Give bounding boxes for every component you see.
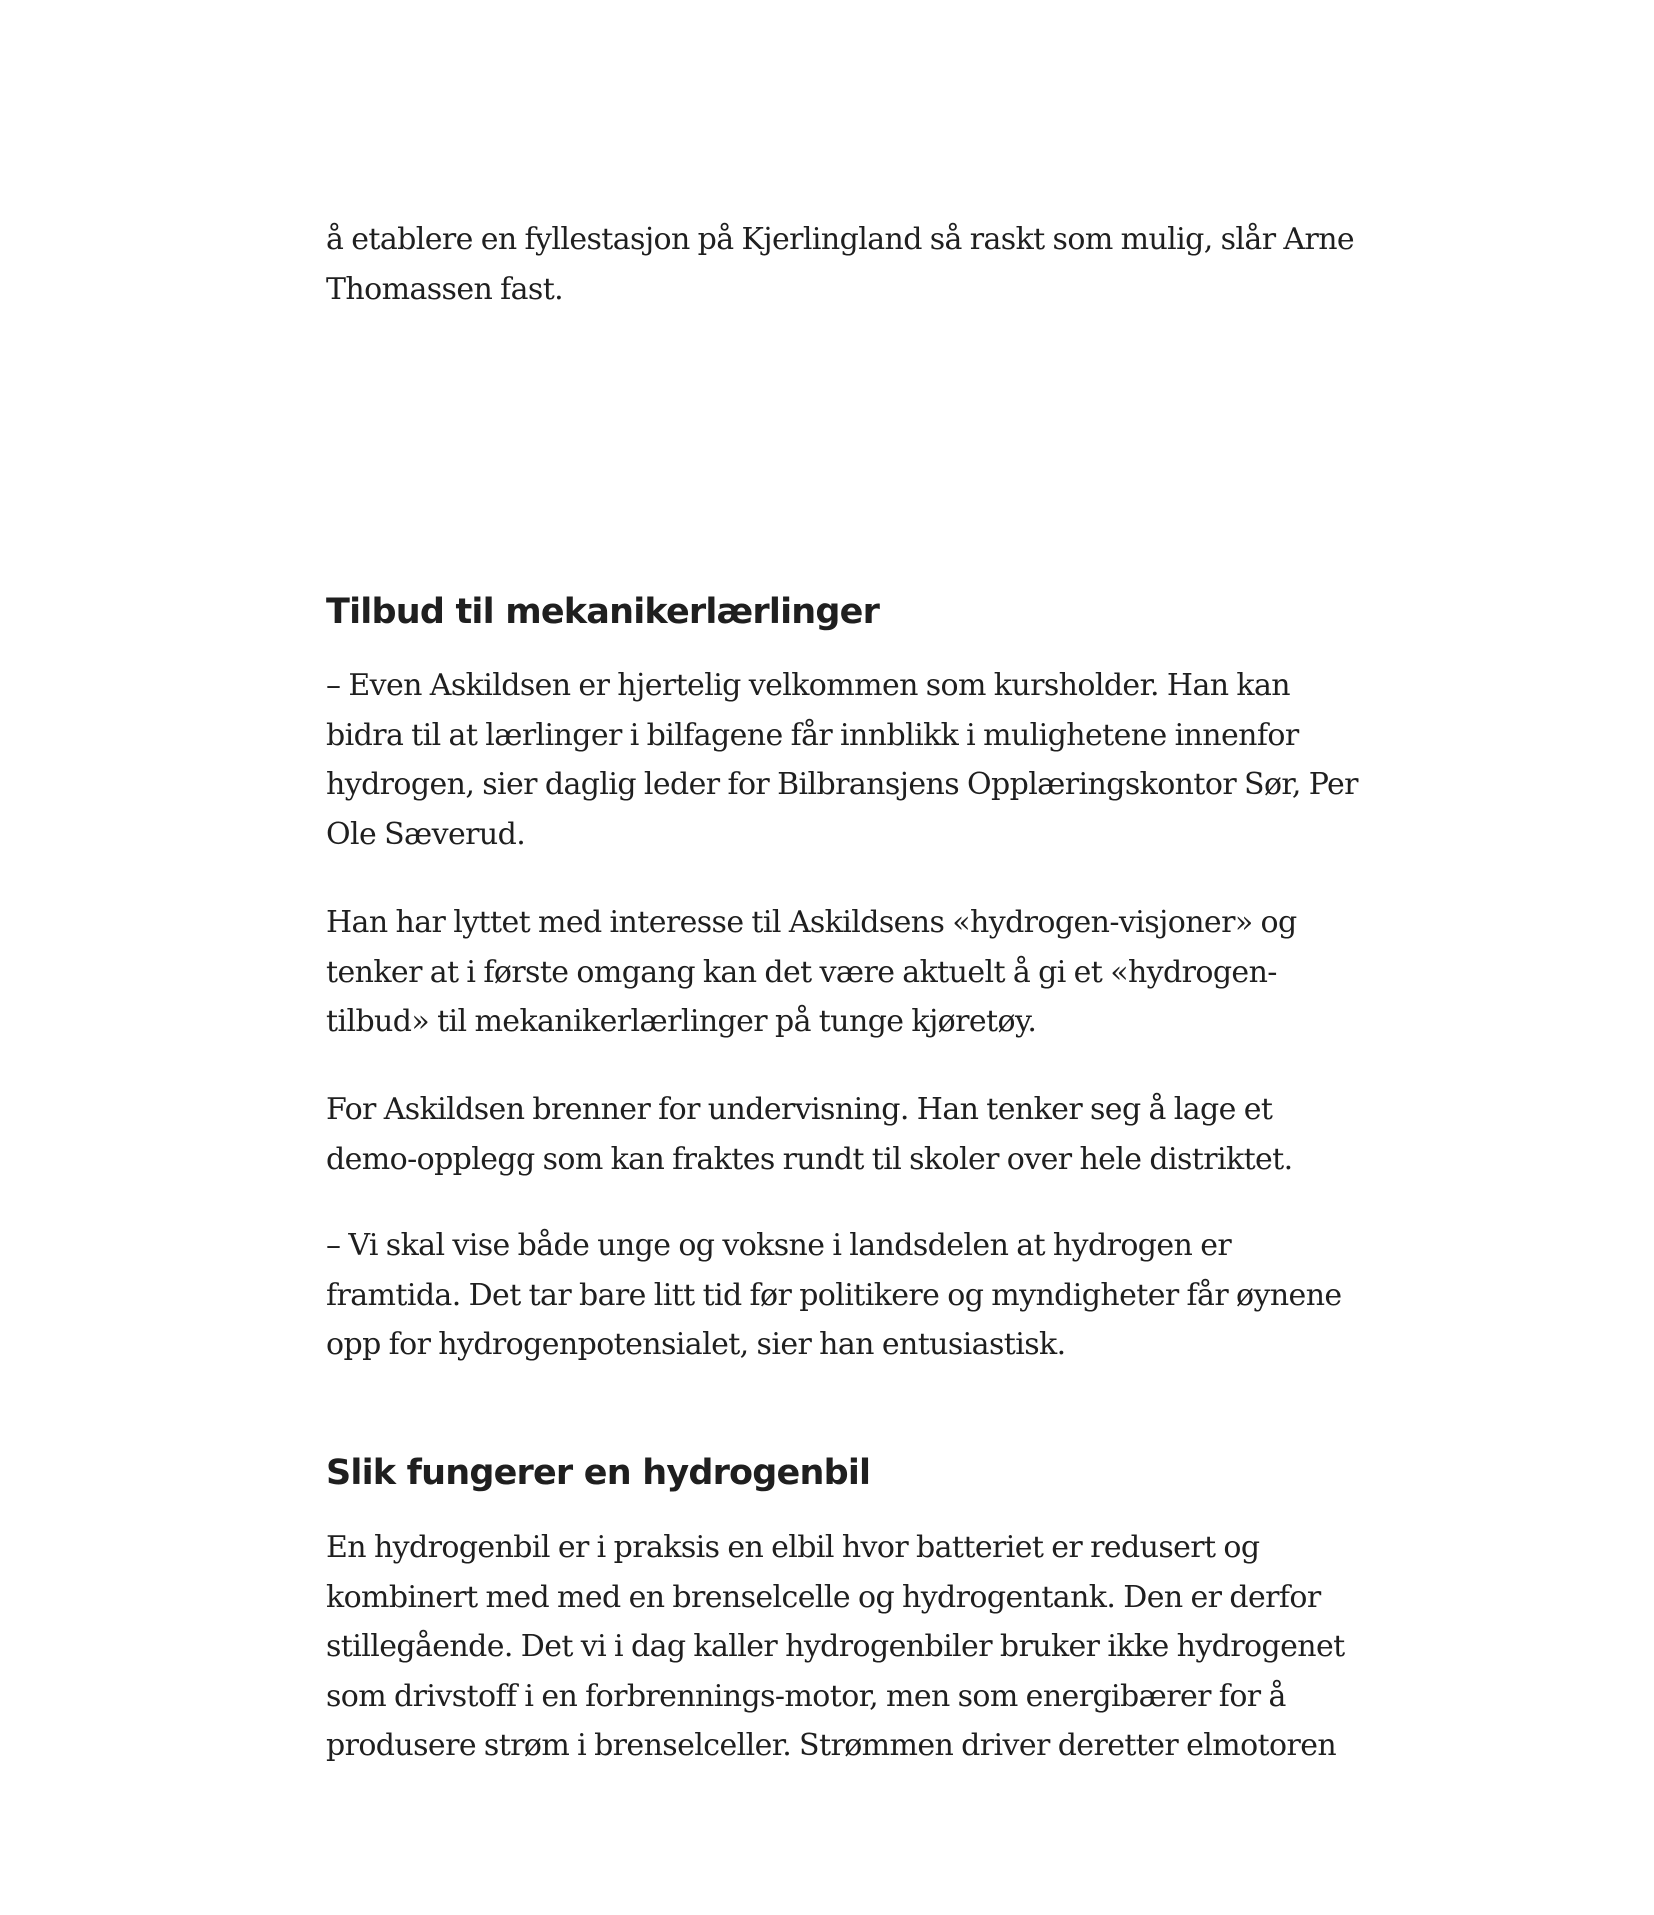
section-heading-hydrogenbil: Slik fungerer en hydrogenbil [326, 1453, 871, 1493]
paragraph-undervisning [326, 1085, 1346, 1184]
text-line: En hydrogenbil er i praksis en elbil hvor batteriet er redusert og [326, 1530, 1260, 1565]
text-line: bidra til at lærlinger i bilfagene får innblikk i mulighetene innenfor [326, 717, 1299, 753]
text-line: opp for hydrogenpotensialet, sier han entusiastisk. [326, 1327, 1066, 1362]
text-line: hydrogen, sier daglig leder for Bilbransjens Opplæringskontor Sør, Per [326, 767, 1358, 802]
section-heading-tilbud: Tilbud til mekanikerlærlinger [326, 592, 880, 632]
text-line: demo-opplegg som kan fraktes rundt til skoler over hele distriktet. [326, 1141, 1293, 1177]
text-line: produsere strøm i brenselceller. Strømmen driver deretter elmotoren [326, 1728, 1337, 1763]
text-line: som drivstoff i en forbrennings-motor, men som energibærer for å [326, 1678, 1286, 1714]
text-line: Ole Sæverud. [326, 816, 526, 852]
text-line: å etablere en fyllestasjon på Kjerlingland så raskt som mulig, slår Arne [326, 222, 1355, 257]
text-line: For Askildsen brenner for undervisning. Han tenker seg å lage et [326, 1092, 1273, 1127]
text-line: kombinert med med en brenselcelle og hydrogentank. Den er derfor [326, 1579, 1321, 1615]
text-line: Han har lyttet med interesse til Askildsens «hydrogen-visjoner» og [326, 905, 1297, 940]
text-line: framtida. Det tar bare litt tid før politikere og myndigheter får øynene [326, 1277, 1342, 1313]
text-line: Thomassen fast. [326, 271, 564, 307]
paragraph-hydrogenbil [326, 1523, 1346, 1771]
text-line: – Even Askildsen er hjertelig velkommen som kursholder. Han kan [326, 668, 1290, 703]
text-line: tenker at i første omgang kan det være aktuelt å gi et «hydrogen- [326, 954, 1277, 990]
intro-paragraph [326, 215, 1355, 314]
paragraph-kursholder [326, 661, 1358, 859]
paragraph-framtida [326, 1221, 1346, 1370]
text-line: stillegående. Det vi i dag kaller hydrogenbiler bruker ikke hydrogenet [326, 1629, 1345, 1664]
text-line: – Vi skal vise både unge og voksne i landsdelen at hydrogen er [326, 1228, 1232, 1263]
text-line: tilbud» til mekanikerlærlinger på tunge kjøretøy. [326, 1004, 1037, 1039]
paragraph-hydrogen-visjoner [326, 898, 1346, 1047]
